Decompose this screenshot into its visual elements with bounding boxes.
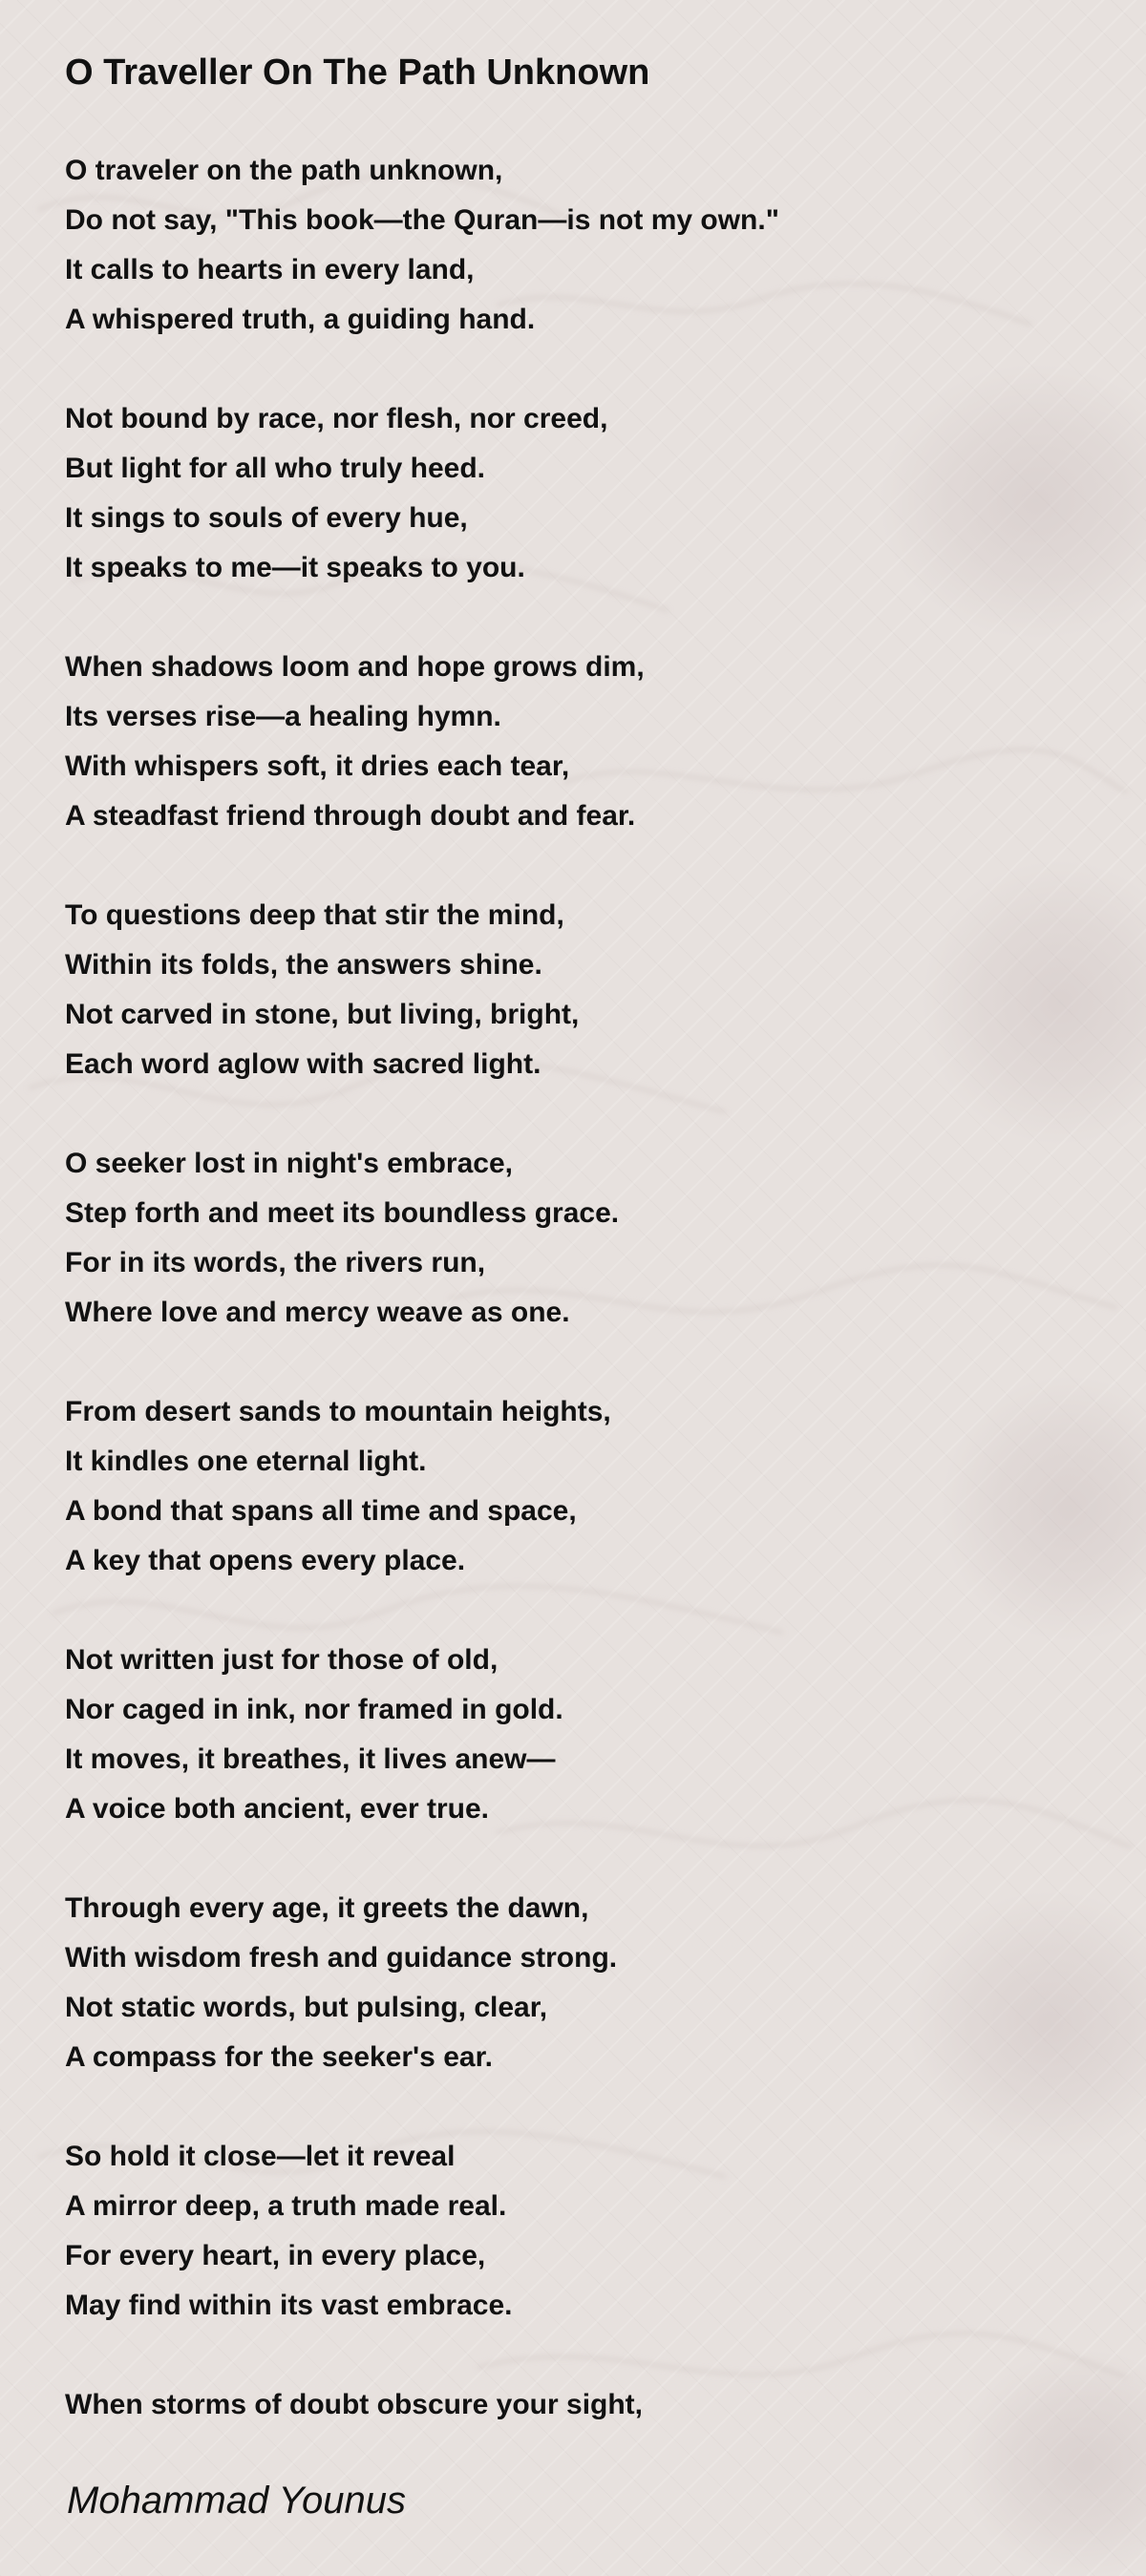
poem-line: Each word aglow with sacred light. — [65, 1048, 541, 1080]
poem-line: A whispered truth, a guiding hand. — [65, 304, 536, 335]
stanza — [65, 2380, 1077, 2430]
stanza — [65, 643, 1077, 841]
poem-line: May find within its vast embrace. — [65, 2290, 513, 2321]
stanza — [65, 394, 1077, 593]
stanza — [65, 1636, 1077, 1834]
poem-line: Step forth and meet its boundless grace. — [65, 1197, 620, 1229]
poem-line: It kindles one eternal light. — [65, 1446, 427, 1477]
stanza — [65, 2132, 1077, 2331]
stanza — [65, 1387, 1077, 1586]
poem-line: To questions deep that stir the mind, — [65, 899, 564, 931]
poem-line: Not bound by race, nor flesh, nor creed, — [65, 403, 608, 434]
poem-author: Mohammad Younus — [67, 2480, 407, 2522]
poem-line: Through every age, it greets the dawn, — [65, 1892, 589, 1924]
poem-line: Nor caged in ink, nor framed in gold. — [65, 1694, 563, 1725]
poem-line: Where love and mercy weave as one. — [65, 1297, 570, 1328]
poem-body — [65, 146, 1077, 2480]
poem-line: For every heart, in every place, — [65, 2240, 486, 2271]
poem-line: But light for all who truly heed. — [65, 453, 485, 484]
poem-line: Not static words, but pulsing, clear, — [65, 1992, 548, 2023]
poem-line: It sings to souls of every hue, — [65, 502, 468, 534]
poem-line: A bond that spans all time and space, — [65, 1495, 577, 1527]
stanza — [65, 1884, 1077, 2082]
poem-line: From desert sands to mountain heights, — [65, 1396, 611, 1427]
poem-line: With wisdom fresh and guidance strong. — [65, 1942, 618, 1974]
poem-line: A steadfast friend through doubt and fear. — [65, 800, 636, 832]
poem-line: Do not say, "This book—the Quran—is not my own." — [65, 204, 779, 236]
poem-line: A voice both ancient, ever true. — [65, 1793, 490, 1825]
poem-line: Not carved in stone, but living, bright, — [65, 999, 580, 1030]
poem-line: So hold it close—let it reveal — [65, 2141, 456, 2172]
poem-line: When storms of doubt obscure your sight, — [65, 2389, 644, 2420]
poem-line: It moves, it breathes, it lives anew— — [65, 1743, 556, 1775]
poem-line: Its verses rise—a healing hymn. — [65, 701, 501, 732]
poem-line: It calls to hearts in every land, — [65, 254, 475, 285]
poem-line: Within its folds, the answers shine. — [65, 949, 542, 981]
poem-line: A compass for the seeker's ear. — [65, 2041, 493, 2073]
poem-line: For in its words, the rivers run, — [65, 1247, 486, 1278]
poem-line: A key that opens every place. — [65, 1545, 466, 1576]
poem-line: O traveler on the path unknown, — [65, 155, 503, 186]
poem-line: When shadows loom and hope grows dim, — [65, 651, 645, 683]
stanza — [65, 146, 1077, 345]
poem-line: With whispers soft, it dries each tear, — [65, 750, 570, 782]
stanza — [65, 891, 1077, 1089]
poem-line: Not written just for those of old, — [65, 1644, 499, 1676]
poem-line: It speaks to me—it speaks to you. — [65, 552, 525, 583]
stanza — [65, 1139, 1077, 1338]
poem-title: O Traveller On The Path Unknown — [65, 53, 650, 93]
poem-line: O seeker lost in night's embrace, — [65, 1148, 513, 1179]
poem-line: A mirror deep, a truth made real. — [65, 2190, 507, 2222]
